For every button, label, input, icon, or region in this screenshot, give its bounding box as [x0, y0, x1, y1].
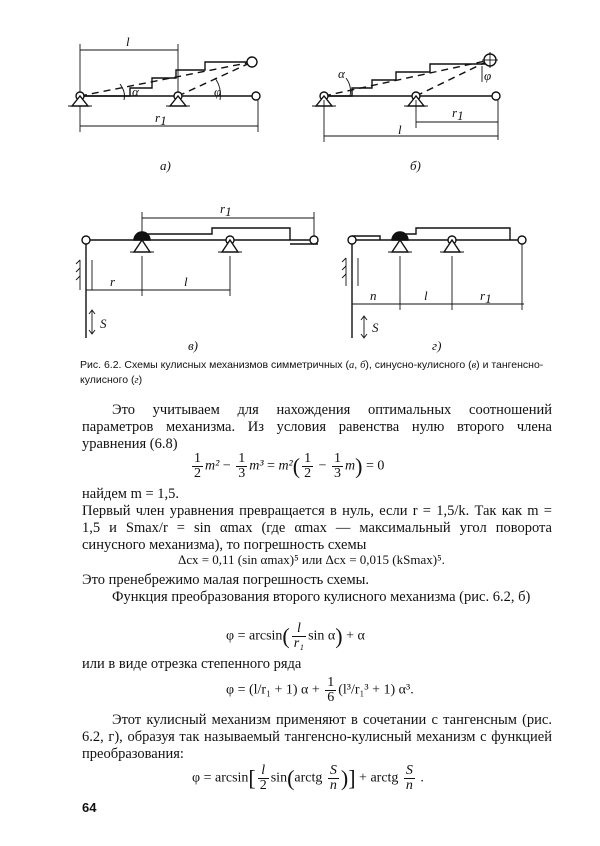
label-s-v: S — [100, 316, 107, 331]
page-number: 64 — [82, 800, 97, 815]
label-phi-b: φ — [484, 68, 492, 83]
label-l-a: l — [126, 34, 130, 49]
label-r1-a: r1 — [155, 110, 167, 128]
paragraph-4: Это пренебрежимо малая погрешность схемы. — [82, 572, 370, 588]
figure-caption: Рис. 6.2. Схемы кулисных механизмов симметричных (а, б), синусно-кулисного (в) и тангенсно-кулисного (г) — [80, 359, 544, 386]
label-s-g: S — [372, 320, 379, 335]
label-r1-b: r1 — [452, 105, 464, 123]
equation-1: $\frac{1}{2}$ m² − $\frac{1}{3}$ m³ = m²( $\frac{1}{2}$ − $\frac{1}{3}$ m) = 0 — [194, 451, 385, 481]
figure-6-2 — [0, 0, 600, 360]
equation-5: φ = arcsin[ $\frac{l}{2}$ sin(arctg $\frac{S}{n}$ )] + arctg $\frac{S}{n}$ . — [192, 763, 424, 793]
label-r1-g: r1 — [480, 288, 492, 306]
paragraph-2: найдем m = 1,5. — [82, 486, 180, 502]
paragraph-1: Это учитываем для нахождения оптимальных соотношений параметров механизма. Из условия равенства нулю второго члена уравнения (6.8) — [82, 402, 552, 452]
equation-2: Δсх = 0,11 (sin αmax)⁵ или Δсх = 0,015 (kSmax)⁵. — [178, 552, 445, 567]
panel-g-diagram — [342, 228, 526, 338]
panel-v-diagram — [76, 201, 318, 338]
equation-4: φ = (l/r₁ + 1) α + $\frac{1}{6}$ (l³/r₁³ + 1) α³. — [226, 675, 414, 705]
label-r-v: r — [110, 274, 116, 289]
equation-3: φ = arcsin( $\frac{l}{\text{r₁}}$ sin α) + α — [226, 621, 365, 651]
label-alpha-a: α — [132, 84, 139, 99]
panel-b-diagram — [312, 52, 500, 142]
label-l-g: l — [424, 288, 428, 303]
label-alpha-b: α — [338, 66, 345, 81]
panel-a-label: а) — [160, 158, 171, 173]
label-n-g: n — [370, 288, 377, 303]
label-phi-a: φ — [214, 84, 222, 99]
panel-b-label: б) — [410, 158, 421, 173]
paragraph-5: Функция преобразования второго кулисного механизма (рис. 6.2, б) — [112, 589, 531, 605]
panel-a-diagram — [68, 34, 260, 132]
paragraph-3: Первый член уравнения превращается в нуль, если r = 1,5/k. Так как m = 1,5 и Smax/r = sin αmax (где αmax — максимальный угол поворота синусного механизма), то погрешность схемы — [82, 503, 552, 553]
label-l-b: l — [398, 122, 402, 137]
paragraph-7: Этот кулисный механизм применяют в сочетании с тангенсным (рис. 6.2, г), образуя так называемый тангенсно-кулисный механизм с функцией преобразования: — [82, 712, 552, 762]
panel-g-label: г) — [432, 338, 442, 353]
panel-v-label: в) — [188, 338, 198, 353]
label-l-v: l — [184, 274, 188, 289]
paragraph-6: или в виде отрезка степенного ряда — [82, 656, 302, 672]
label-r1-v: r1 — [220, 201, 232, 219]
